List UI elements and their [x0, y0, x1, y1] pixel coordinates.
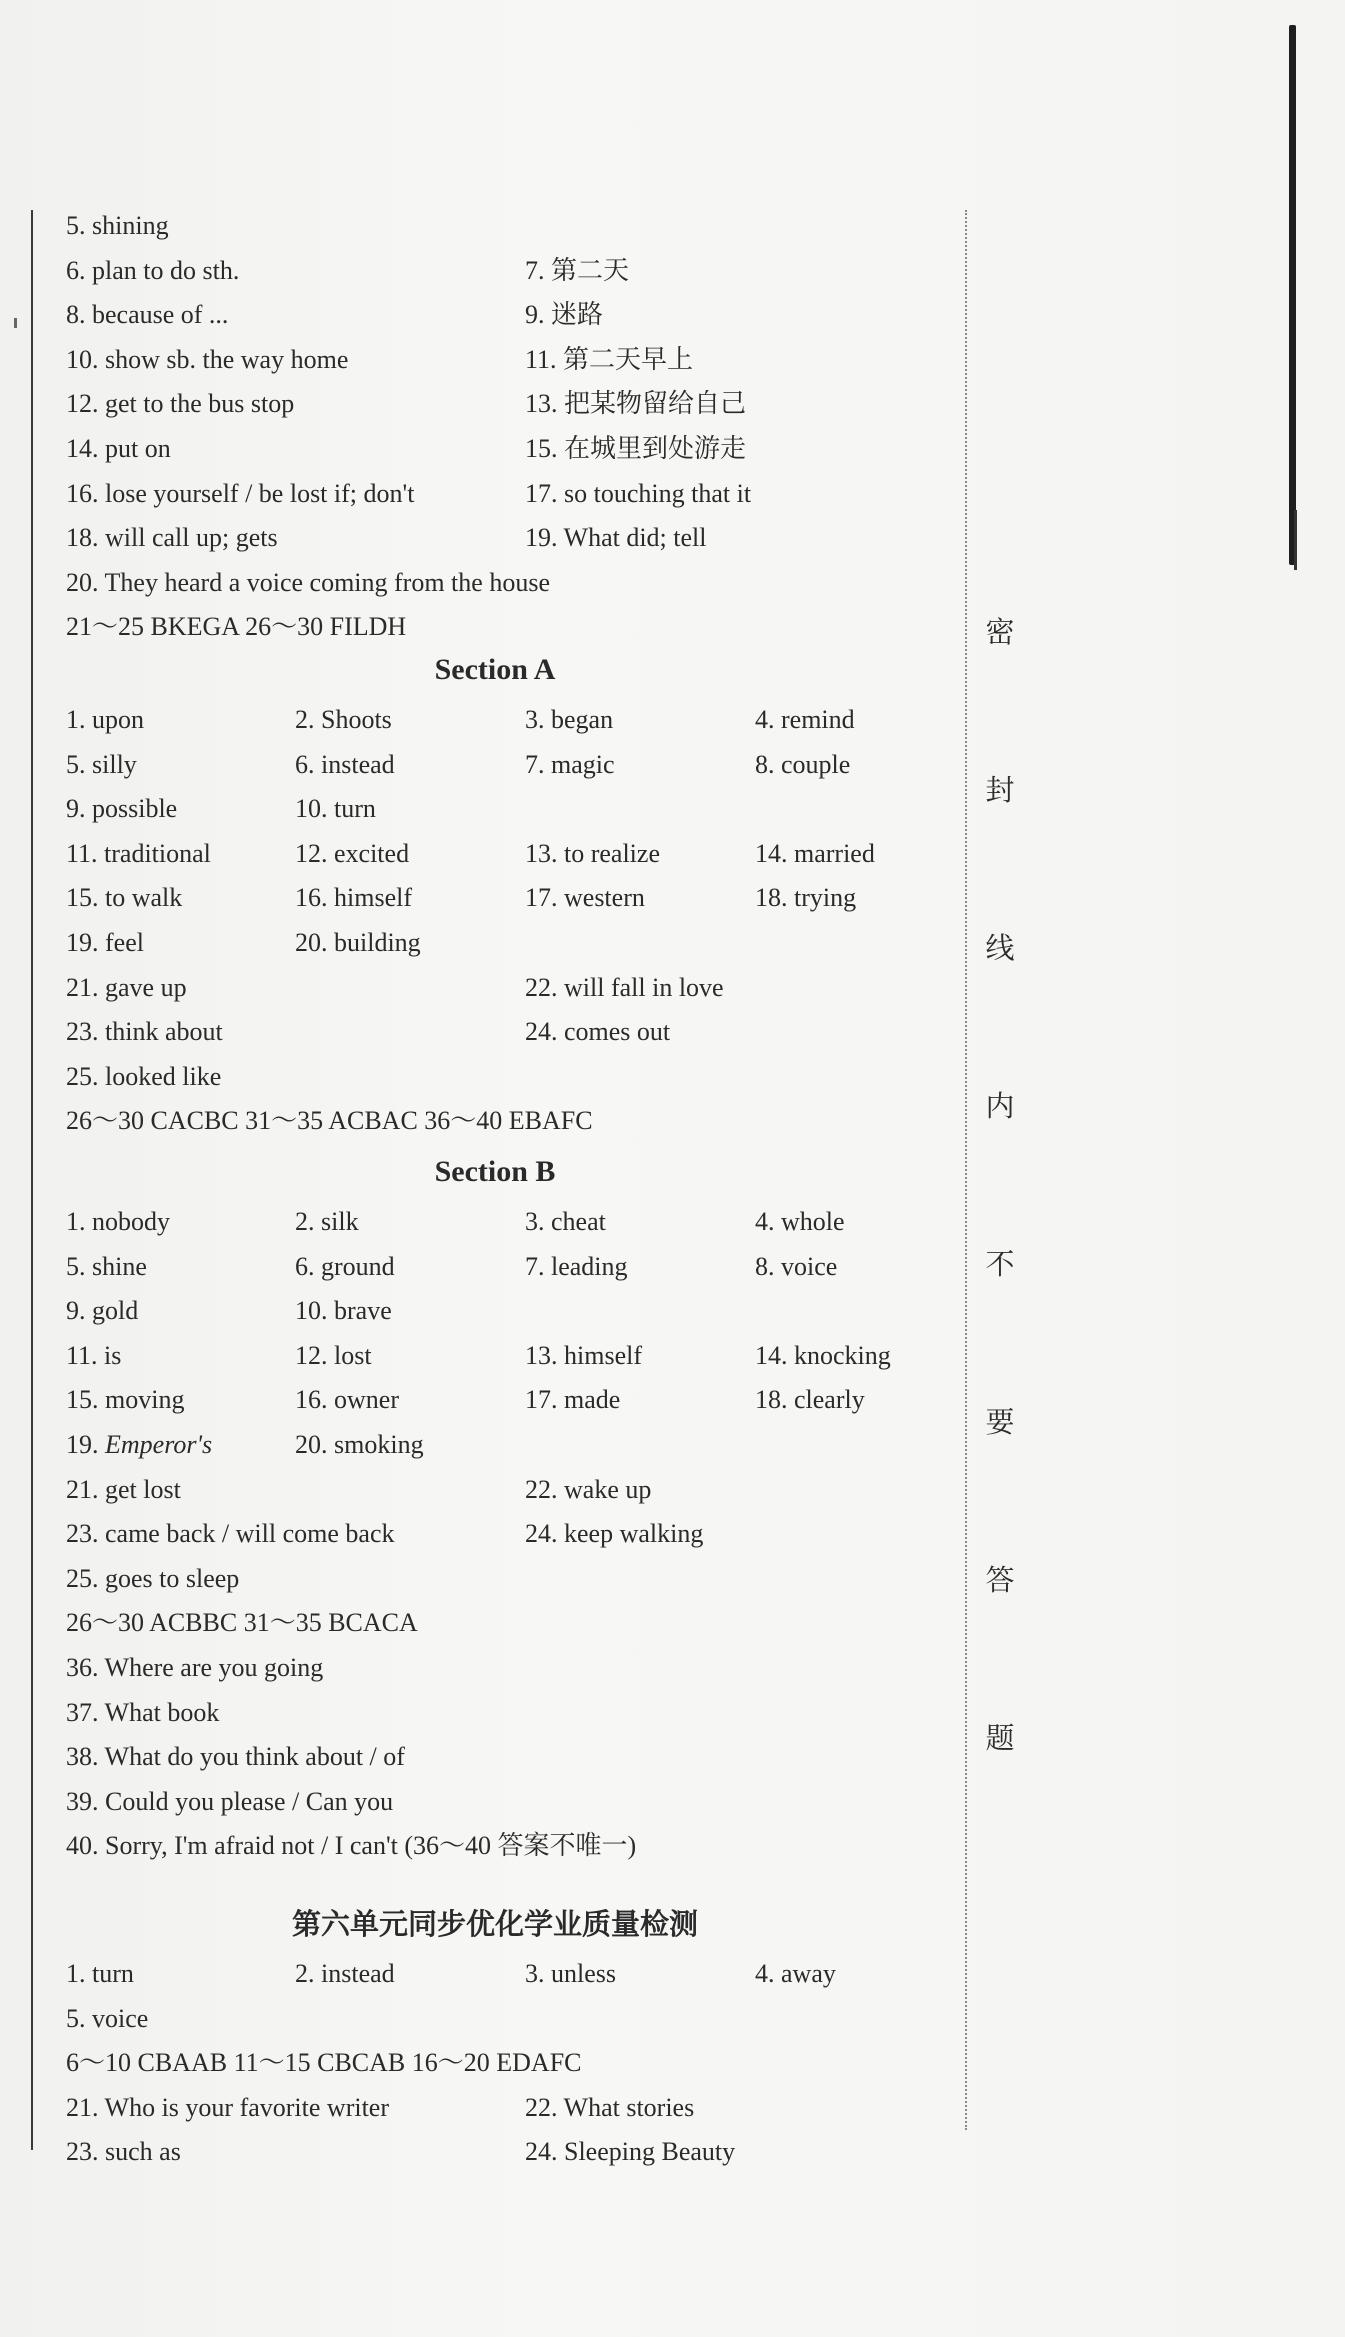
answer-line	[0, 921, 960, 965]
section-heading: Section A	[434, 653, 556, 686]
answer-item: 18. clearly	[755, 1385, 865, 1414]
answer-item: 6. plan to do sth.	[66, 256, 240, 285]
answer-line	[0, 1378, 960, 1422]
answer-item: 6～10 CBAAB 11～15 CBCAB 16～20 EDAFC	[66, 2048, 582, 2077]
answer-item: 13. to realize	[525, 839, 660, 868]
answer-item: 21. get lost	[66, 1475, 181, 1504]
answer-item: 19. What did; tell	[525, 523, 707, 552]
answer-item: 14. put on	[66, 434, 171, 463]
answer-item: 14. married	[755, 839, 875, 868]
answer-item: 8. couple	[755, 750, 851, 779]
answer-item: 11. traditional	[66, 839, 211, 868]
answer-line	[0, 1997, 960, 2041]
answer-item: 5. silly	[66, 750, 137, 779]
answer-item: 38. What do you think about / of	[66, 1742, 405, 1771]
answer-item: 36. Where are you going	[66, 1653, 324, 1682]
answer-item: 7. leading	[525, 1252, 628, 1281]
answer-item: 39. Could you please / Can you	[66, 1787, 394, 1816]
answer-line	[0, 743, 960, 787]
answer-item: 24. Sleeping Beauty	[525, 2137, 736, 2166]
answer-item: 7. 第二天	[525, 256, 630, 285]
answer-line	[0, 293, 960, 337]
answer-item: 12. get to the bus stop	[66, 389, 295, 418]
answer-line	[0, 698, 960, 742]
answer-item: 9. gold	[66, 1296, 139, 1325]
answer-item: 9. possible	[66, 794, 178, 823]
answer-item: 25. looked like	[66, 1062, 222, 1091]
answer-item: 8. voice	[755, 1252, 838, 1281]
answer-item: 10. turn	[295, 794, 376, 823]
answer-line	[0, 516, 960, 560]
scan-edge-mark	[1289, 25, 1296, 565]
answer-line	[0, 1099, 960, 1143]
answer-line	[0, 1010, 960, 1054]
answer-item: 21. gave up	[66, 973, 187, 1002]
answer-item: 16. himself	[295, 883, 412, 912]
answer-item: 6. instead	[295, 750, 395, 779]
answer-item: 21. Who is your favorite writer	[66, 2093, 389, 2122]
answer-item: 2. Shoots	[295, 705, 392, 734]
answer-item: 11. is	[66, 1341, 122, 1370]
answer-item: 25. goes to sleep	[66, 1564, 240, 1593]
answer-item: 22. wake up	[525, 1475, 652, 1504]
answer-line	[0, 1557, 960, 1601]
scan-edge-tick	[1294, 510, 1297, 570]
seal-character: 要	[985, 1405, 1015, 1439]
answer-item: 5. shining	[66, 211, 169, 240]
answer-item: 24. comes out	[525, 1017, 671, 1046]
answer-line	[0, 1200, 960, 1244]
answer-line	[0, 1055, 960, 1099]
answer-line	[0, 249, 960, 293]
answer-item: 19. feel	[66, 928, 144, 957]
answer-item: 24. keep walking	[525, 1519, 704, 1548]
answer-item: 2. instead	[295, 1959, 395, 1988]
answer-line	[0, 1245, 960, 1289]
answer-line	[0, 787, 960, 831]
answer-item: 4. away	[755, 1959, 836, 1988]
answer-line	[0, 2086, 960, 2130]
answer-item: 10. brave	[295, 1296, 392, 1325]
answer-item: 17. western	[525, 883, 645, 912]
answer-line	[0, 1646, 960, 1690]
answer-item: 14. knocking	[755, 1341, 891, 1370]
answer-item: 23. think about	[66, 1017, 223, 1046]
answer-line	[0, 605, 960, 649]
seal-character: 密	[985, 615, 1015, 649]
answer-item: 15. moving	[66, 1385, 185, 1414]
answer-item: 22. What stories	[525, 2093, 695, 2122]
answer-line	[0, 1691, 960, 1735]
answer-item: 6. ground	[295, 1252, 395, 1281]
seal-character: 封	[985, 773, 1015, 807]
answer-line	[0, 204, 960, 248]
answer-item: 3. began	[525, 705, 614, 734]
answer-line	[0, 966, 960, 1010]
answer-item: 3. unless	[525, 1959, 616, 1988]
answer-line	[0, 832, 960, 876]
seal-character: 线	[985, 931, 1015, 965]
answer-item: 37. What book	[66, 1698, 220, 1727]
seal-character: 不	[985, 1247, 1015, 1281]
seal-character: 题	[985, 1721, 1015, 1755]
answer-item: 18. will call up; gets	[66, 523, 278, 552]
answer-item: 1. nobody	[66, 1207, 170, 1236]
answer-item: 12. excited	[295, 839, 410, 868]
answer-item: 23. came back / will come back	[66, 1519, 395, 1548]
answer-item: 20. smoking	[295, 1430, 424, 1459]
answer-item: 12. lost	[295, 1341, 372, 1370]
answer-item: 11. 第二天早上	[525, 345, 694, 374]
answer-line	[0, 1824, 960, 1868]
answer-item: 26～30 CACBC 31～35 ACBAC 36～40 EBAFC	[66, 1106, 593, 1135]
answer-item: 18. trying	[755, 883, 857, 912]
answer-item: 7. magic	[525, 750, 615, 779]
answer-item: 22. will fall in love	[525, 973, 724, 1002]
answer-item: 20. building	[295, 928, 421, 957]
answer-item: 26～30 ACBBC 31～35 BCACA	[66, 1608, 418, 1637]
answer-line	[0, 1423, 960, 1467]
answer-item: 2. silk	[295, 1207, 359, 1236]
answer-line	[0, 2041, 960, 2085]
answer-line	[0, 472, 960, 516]
answer-item: 10. show sb. the way home	[66, 345, 349, 374]
answer-line	[0, 382, 960, 426]
answer-item: 13. 把某物留给自己	[525, 389, 747, 418]
answer-line	[0, 2130, 960, 2174]
section-heading: 第六单元同步优化学业质量检测	[291, 1907, 698, 1941]
answer-item: 13. himself	[525, 1341, 642, 1370]
answer-item: 40. Sorry, I'm afraid not / I can't (36～40 答案不唯一)	[66, 1831, 637, 1860]
seal-character: 答	[985, 1563, 1015, 1597]
answer-item: 23. such as	[66, 2137, 181, 2166]
answer-line	[0, 1289, 960, 1333]
seal-character: 内	[985, 1089, 1015, 1123]
answer-item: 21～25 BKEGA 26～30 FILDH	[66, 612, 407, 641]
answer-item: 16. lose yourself / be lost if; don't	[66, 479, 415, 508]
answer-line	[0, 1952, 960, 1996]
answer-item: 19. Emperor's	[66, 1430, 213, 1459]
answer-line	[0, 1468, 960, 1512]
answer-item: 3. cheat	[525, 1207, 606, 1236]
answer-item: 4. remind	[755, 705, 855, 734]
answer-item: 5. shine	[66, 1252, 147, 1281]
answer-line	[0, 1735, 960, 1779]
answer-item: 8. because of ...	[66, 300, 229, 329]
answer-line	[0, 1512, 960, 1556]
answer-line	[0, 876, 960, 920]
answer-item: 20. They heard a voice coming from the house	[66, 568, 550, 597]
answer-item: 16. owner	[295, 1385, 399, 1414]
answer-line	[0, 1780, 960, 1824]
answer-item: 15. 在城里到处游走	[525, 434, 747, 463]
answer-line	[0, 427, 960, 471]
answer-item: 15. to walk	[66, 883, 183, 912]
answer-line	[0, 1334, 960, 1378]
answer-item: 9. 迷路	[525, 300, 604, 329]
answer-item: 1. upon	[66, 705, 144, 734]
answer-item: 5. voice	[66, 2004, 149, 2033]
answer-item: 4. whole	[755, 1207, 845, 1236]
answer-item: 17. so touching that it	[525, 479, 752, 508]
answer-item: 17. made	[525, 1385, 621, 1414]
section-heading: Section B	[434, 1155, 556, 1188]
answer-line	[0, 1601, 960, 1645]
answer-line	[0, 561, 960, 605]
answer-item: 1. turn	[66, 1959, 134, 1988]
answer-line	[0, 338, 960, 382]
